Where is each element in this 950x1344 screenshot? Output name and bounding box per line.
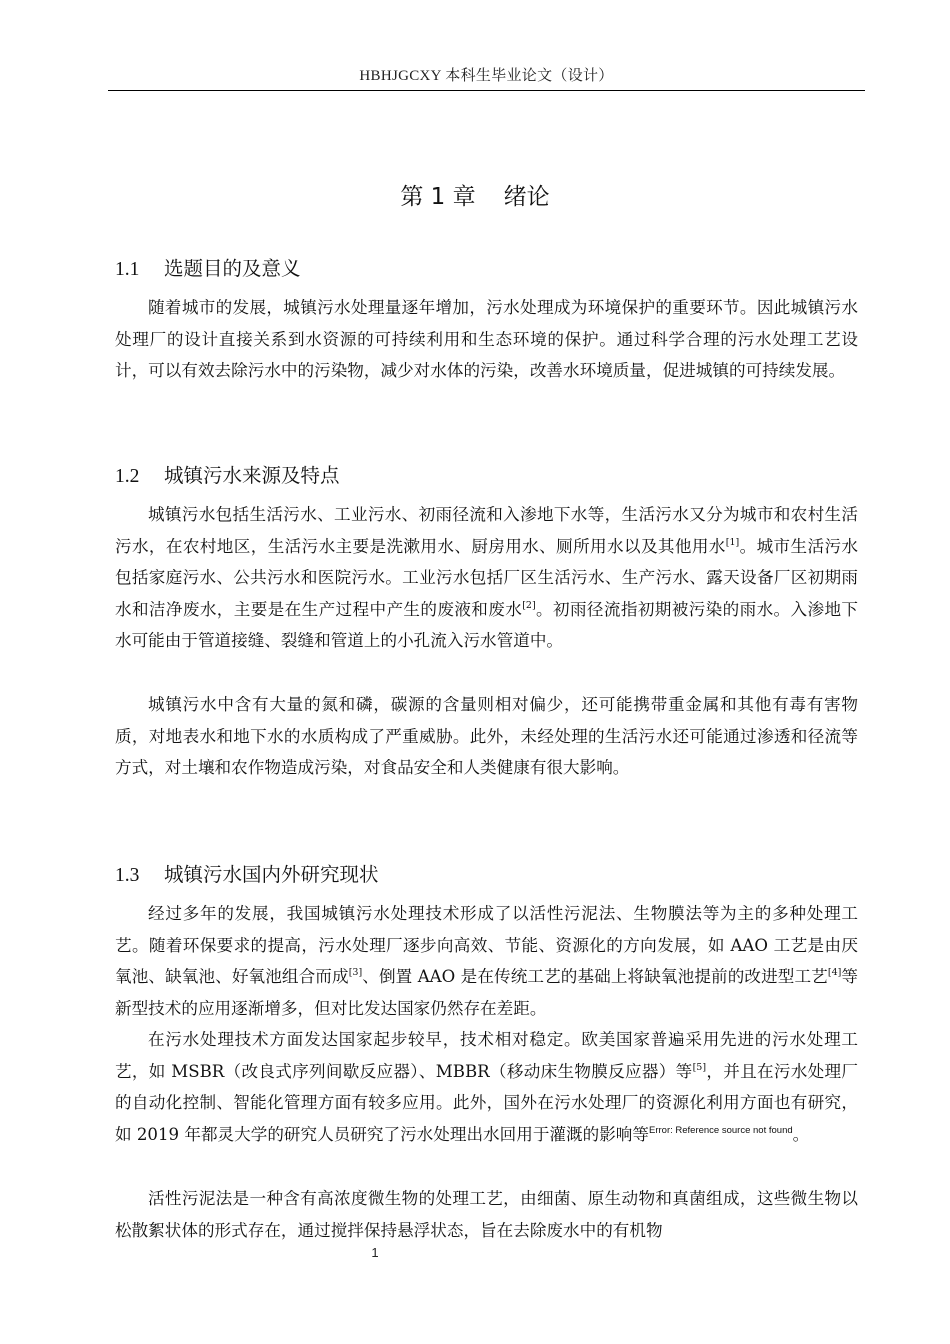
citation-5[interactable]: [5] <box>692 1061 707 1073</box>
chapter-heading <box>0 178 950 211</box>
reference-error: Error: Reference source not found <box>649 1124 793 1136</box>
paragraph: 城镇污水中含有大量的氮和磷，碳源的含量则相对偏少，还可能携带重金属和其他有毒有害物质，对地表水和地下水的水质构成了严重威胁。此外，未经处理的生活污水还可能通过渗透和径流等方式，对土壤和农作物造成污染，对食品安全和人类健康有很大影响。 <box>115 695 858 777</box>
citation-3[interactable]: [3] <box>348 967 363 978</box>
section-heading-1-3 <box>115 859 379 887</box>
paragraph: 城镇污水包括生活污水、工业污水、初雨径流和入渗地下水等，生活污水又分为城市和农村生活污水，在农村地区，生活污水主要是洗漱用水、厨房用水、厕所用水以及其他用水[1]。城市生活污水包括家庭污水、公共污水和医院污水。工业污水包括厂区生活污水、生产污水、露天设备厂区初期雨水和洁净废水，主要是在生产过程中产生的废液和废水[2]。初雨径流指初期被污染的雨水。入渗地下水可能由于管道接缝、裂缝和管道上的小孔流入污水管道中。 <box>115 505 859 650</box>
chapter-title: 绪论 <box>503 184 550 210</box>
section-heading-1-2 <box>115 460 340 488</box>
header-rule <box>108 90 865 91</box>
paragraph: 在污水处理技术方面发达国家起步较早，技术相对稳定。欧美国家普遍采用先进的污水处理工艺，如 MSBR（改良式序列间歇反应器）、MBBR（移动床生物膜反应器）等[5]，并且在污水处理厂的自动化控制、智能化管理方面有较多应用。此外，国外在污水处理厂的资源化利用方面也有研究，如 2019 年都灵大学的研究人员研究了污水处理出水回用于灌溉的影响等$^{Error: Reference source not found}$。 <box>115 1030 858 1144</box>
section-title: 选题目的及意义 <box>164 257 301 280</box>
citation-2[interactable]: [2] <box>522 599 536 611</box>
chapter-number: 第 1 章 <box>400 184 476 210</box>
paragraph: 活性污泥法是一种含有高浓度微生物的处理工艺，由细菌、原生动物和真菌组成，这些微生物以松散絮状体的形式存在，通过搅拌保持悬浮状态，旨在去除废水中的有机物 <box>115 1189 858 1240</box>
running-header: HBHJGCXY 本科生毕业论文（设计） <box>359 68 614 84</box>
paragraph: 经过多年的发展，我国城镇污水处理技术形成了以活性污泥法、生物膜法等为主的多种处理工艺。随着环保要求的提高，污水处理厂逐步向高效、节能、资源化的方向发展，如 AAO 工艺是由厌氧池、缺氧池、好氧池组合而成[3]、倒置 AAO 是在传统工艺的基础上将缺氧池提前的改进型工艺[4]等新型技术的应用逐渐增多，但对比发达国家仍然存在差距。 <box>115 904 859 1018</box>
page-number: 1 <box>371 1245 379 1260</box>
section-title: 城镇污水国内外研究现状 <box>164 863 379 886</box>
citation-1[interactable]: [1] <box>725 536 740 548</box>
section-number: 1.1 <box>115 259 140 280</box>
section-heading-1-1 <box>115 253 301 281</box>
paragraph: 随着城市的发展，城镇污水处理量逐年增加，污水处理成为环境保护的重要环节。因此城镇污水处理厂的设计直接关系到水资源的可持续利用和生态环境的保护。通过科学合理的污水处理工艺设计，可以有效去除污水中的污染物，减少对水体的污染，改善水环境质量，促进城镇的可持续发展。 <box>115 298 858 380</box>
section-title: 城镇污水来源及特点 <box>164 464 340 487</box>
citation-4[interactable]: [4] <box>827 967 842 978</box>
section-number: 1.3 <box>115 865 140 886</box>
section-number: 1.2 <box>115 466 140 487</box>
